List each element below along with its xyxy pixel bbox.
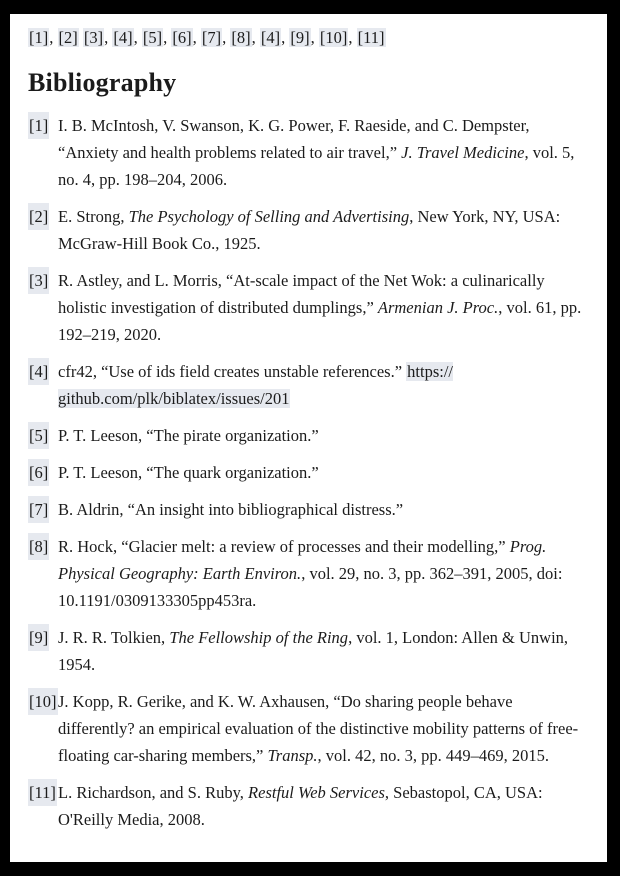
citation-link[interactable]: [4]: [260, 28, 281, 47]
reference-item: [28, 112, 584, 193]
bibliography-heading: Bibliography: [28, 68, 177, 97]
reference-item: [28, 496, 584, 523]
citation-link[interactable]: [6]: [172, 28, 192, 47]
reference-title-italic: Armenian J. Proc.: [377, 298, 499, 317]
citation-link[interactable]: [9]: [290, 28, 310, 47]
citation-link[interactable]: [1]: [29, 28, 49, 47]
reference-text: [58, 688, 582, 769]
reference-title-italic: Transp.: [267, 746, 318, 765]
reference-text-segment: cfr42, “Use of ids field creates unstable references.”: [58, 362, 407, 381]
reference-item: [28, 688, 584, 769]
reference-text: [58, 533, 582, 614]
reference-text-segment: , vol. 29, no. 3, pp. 362–391, 2005, doi: 10.1191/0309133305pp453ra.: [58, 564, 563, 610]
reference-label[interactable]: [7]: [28, 496, 49, 523]
reference-label[interactable]: [11]: [28, 779, 57, 806]
citation-link[interactable]: [10]: [319, 28, 348, 47]
reference-text-segment: P. T. Leeson, “The quark organization.”: [58, 463, 319, 482]
reference-text: [58, 624, 582, 678]
reference-title-italic: Restful Web Services: [248, 783, 385, 802]
citation-link[interactable]: [5]: [142, 28, 163, 47]
reference-label[interactable]: [3]: [28, 267, 49, 294]
citation-link[interactable]: [8]: [231, 28, 251, 47]
reference-text-segment: , vol. 42, no. 3, pp. 449–469, 2015.: [317, 746, 549, 765]
citation-link[interactable]: [11]: [357, 28, 385, 47]
reference-text: [58, 203, 582, 257]
reference-text-segment: J. Kopp, R. Gerike, and K. W. Axhausen, “Do sharing people behave differently? an empirical evaluation of the distinctive mobility patterns of free-floating car-sharing members,”: [58, 692, 579, 765]
reference-list: [28, 112, 584, 833]
reference-text-segment: B. Aldrin, “An insight into bibliographical distress.”: [58, 500, 404, 519]
reference-label[interactable]: [6]: [28, 459, 49, 486]
reference-text: [58, 267, 582, 348]
reference-label[interactable]: [2]: [28, 203, 49, 230]
reference-item: [28, 267, 584, 348]
reference-item: [28, 624, 584, 678]
reference-label[interactable]: [4]: [28, 358, 49, 385]
reference-text-segment: R. Astley, and L. Morris, “At-scale impact of the Net Wok: a culinarically holistic investigation of distributed dumplings,”: [58, 271, 545, 317]
reference-text: [58, 422, 582, 449]
citation-link[interactable]: [4]: [113, 28, 133, 47]
reference-text-segment: J. R. R. Tolkien,: [58, 628, 170, 647]
reference-label[interactable]: [5]: [28, 422, 49, 449]
reference-text-segment: , vol. 1, London: Allen & Unwin, 1954.: [58, 628, 569, 674]
reference-text-segment: , Sebastopol, CA, USA: O'Reilly Media, 2008.: [58, 783, 543, 829]
reference-text: [58, 112, 582, 193]
reference-text-segment: , New York, NY, USA: McGraw-Hill Book Co., 1925.: [58, 207, 561, 253]
citation-link[interactable]: [3]: [83, 28, 104, 47]
reference-label[interactable]: [1]: [28, 112, 49, 139]
reference-text-segment: L. Richardson, and S. Ruby,: [58, 783, 249, 802]
reference-title-italic: The Fellowship of the Ring: [169, 628, 349, 647]
document-page: [10, 14, 607, 862]
citation-link[interactable]: [2]: [58, 28, 78, 47]
reference-text-segment: , vol. 5, no. 4, pp. 198–204, 2006.: [58, 143, 575, 189]
reference-label[interactable]: [10]: [28, 688, 58, 715]
reference-text: [58, 496, 582, 523]
reference-title-italic: J. Travel Medicine: [401, 143, 525, 162]
reference-text-segment: R. Hock, “Glacier melt: a review of processes and their modelling,”: [58, 537, 510, 556]
reference-title-italic: Prog. Physical Geography: Earth Environ.: [58, 537, 547, 583]
citation-line: [1], [2] [3], [4], [5], [6], [7], [8], [4], [9], [10], [11]: [29, 28, 385, 47]
reference-text: [58, 358, 582, 412]
reference-text: [58, 779, 582, 833]
citation-link[interactable]: [7]: [201, 28, 222, 47]
reference-text-segment: I. B. McIntosh, V. Swanson, K. G. Power, F. Raeside, and C. Dempster, “Anxiety and health problems related to air travel,”: [58, 116, 530, 162]
reference-item: [28, 203, 584, 257]
reference-text-segment: E. Strong,: [58, 207, 129, 226]
reference-item: [28, 779, 584, 833]
reference-item: [28, 358, 584, 412]
reference-text-segment: P. T. Leeson, “The pirate organization.”: [58, 426, 319, 445]
reference-text-segment: , vol. 61, pp. 192–219, 2020.: [58, 298, 582, 344]
reference-label[interactable]: [8]: [28, 533, 49, 560]
reference-label[interactable]: [9]: [28, 624, 49, 651]
reference-item: [28, 422, 584, 449]
reference-title-italic: The Psychology of Selling and Advertising: [128, 207, 410, 226]
reference-item: [28, 459, 584, 486]
reference-item: [28, 533, 584, 614]
reference-text: [58, 459, 582, 486]
reference-url-link[interactable]: https://github.com/plk/biblatex/issues/201: [58, 362, 454, 408]
